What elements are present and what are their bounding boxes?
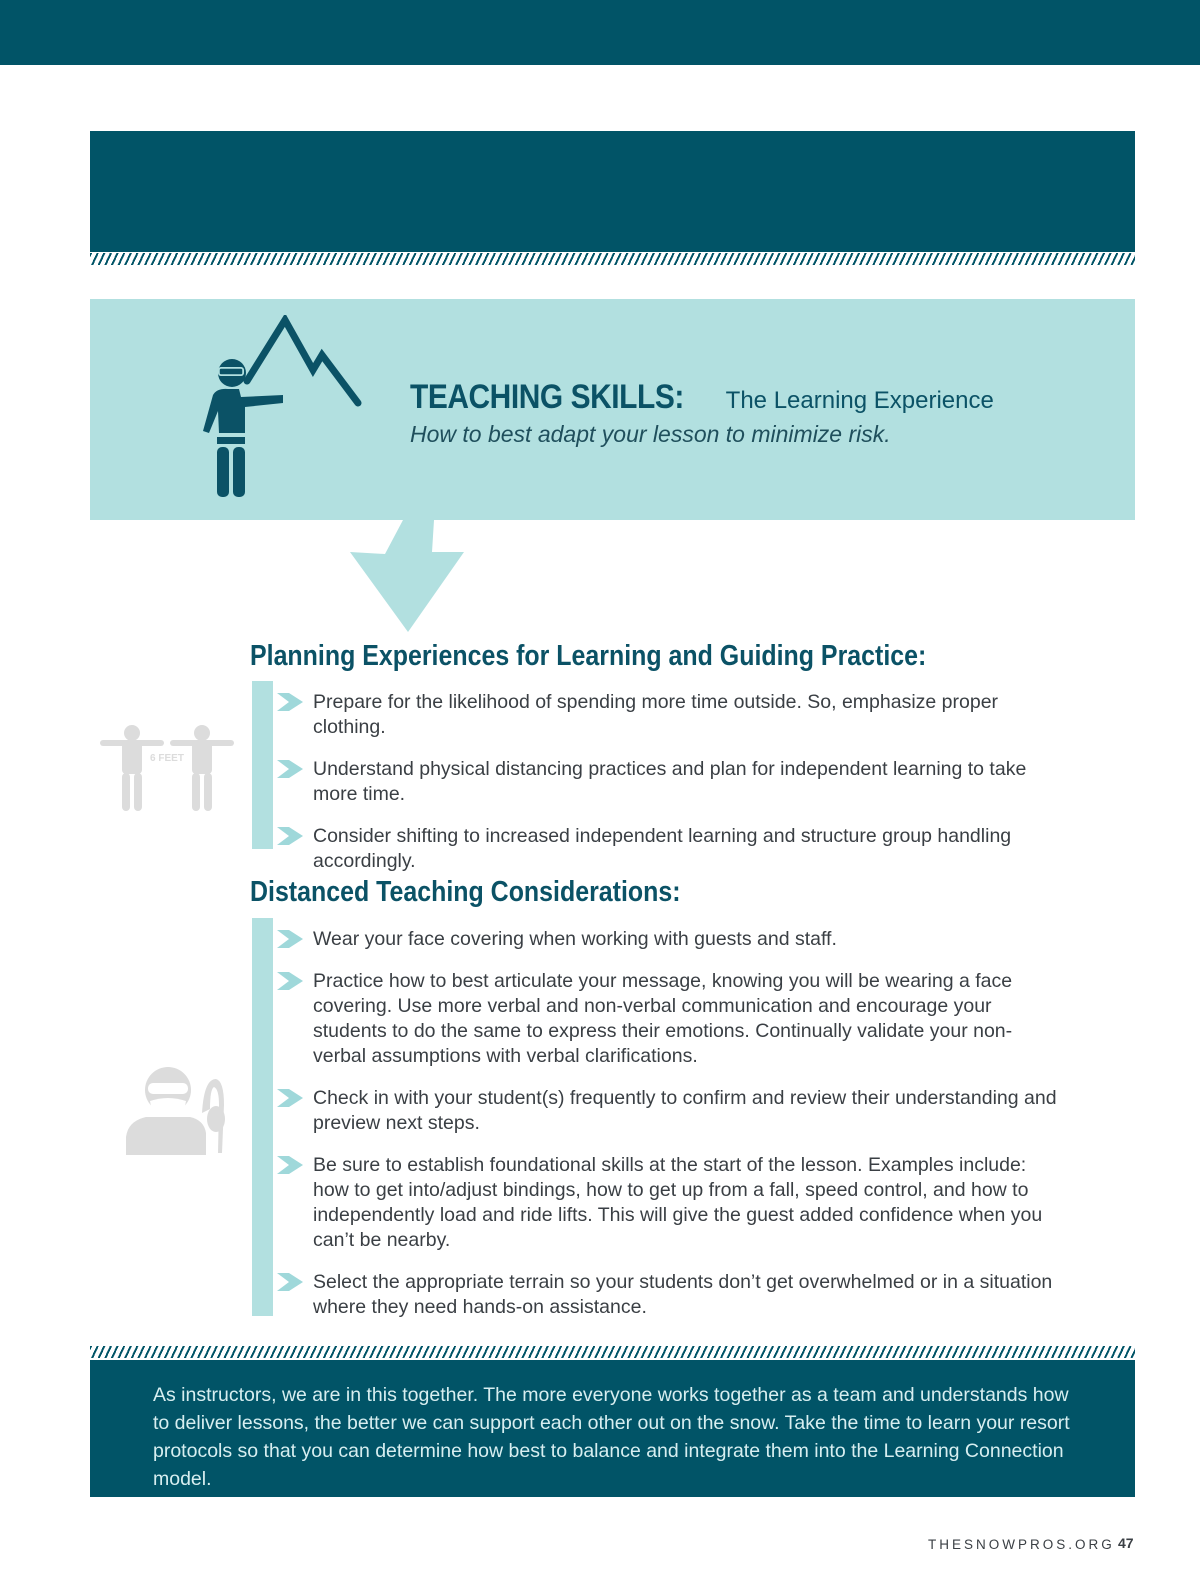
- list-item: [273, 927, 1063, 952]
- top-header-bar: [0, 0, 1200, 65]
- list-item-text: Be sure to establish foundational skills at the start of the lesson. Examples include: how to get into/adjust bindings, how to get up from a fall, speed control, and how to independently load and ride lifts. This will give the guest added confidence when you can’t be nearby.: [313, 1154, 1043, 1251]
- chevron-right-icon: [277, 1273, 303, 1291]
- chevron-right-icon: [277, 972, 303, 990]
- list-item-text: Practice how to best articulate your message, knowing you will be wearing a face covering. Use more verbal and non-verbal communication and encourage your students to do the same to express their emotions. Continually validate your non-verbal assumptions with verbal clarifications.: [313, 970, 1013, 1067]
- banner-text: [410, 378, 994, 448]
- chevron-right-icon: [277, 1156, 303, 1174]
- hatch-divider-bottom: [90, 1346, 1135, 1358]
- chevron-right-icon: [277, 760, 303, 778]
- list-item-text: Consider shifting to increased independent learning and structure group handling accordingly.: [313, 825, 1012, 872]
- page-number: 47: [1118, 1535, 1134, 1551]
- list-item-text: Wear your face covering when working with guests and staff.: [313, 928, 837, 950]
- list-item: [273, 690, 1063, 740]
- banner-subtitle-inline: The Learning Experience: [725, 387, 994, 414]
- list-item-text: Understand physical distancing practices and plan for independent learning to take more time.: [313, 758, 1027, 805]
- list-item: [273, 824, 1063, 874]
- banner-title: TEACHING SKILLS:: [410, 378, 684, 416]
- title-block: [90, 131, 1135, 252]
- section-heading-distanced: Distanced Teaching Considerations:: [250, 876, 681, 908]
- section-sidebar-bar: [252, 681, 273, 849]
- list-item-text: Prepare for the likelihood of spending more time outside. So, emphasize proper clothing.: [313, 691, 999, 738]
- footer-text: As instructors, we are in this together. The more everyone works together as a team and understands how to deliver lessons, the better we can support each other out on the snow. Take the time to learn your resort protocols so that you can determine how best to balance and integrate them into the Learning Connection model.: [153, 1384, 1070, 1490]
- distanced-list: [273, 927, 1063, 1337]
- list-item: [273, 969, 1063, 1069]
- chevron-right-icon: [277, 1089, 303, 1107]
- down-arrow-icon: [348, 520, 468, 635]
- banner-tagline: How to best adapt your lesson to minimize risk.: [410, 421, 891, 447]
- chevron-right-icon: [277, 827, 303, 845]
- list-item: [273, 757, 1063, 807]
- masked-skier-icon: [124, 1065, 228, 1155]
- hatch-divider-top: [90, 253, 1135, 265]
- section-heading-planning: Planning Experiences for Learning and Guiding Practice:: [250, 640, 927, 672]
- list-item: [273, 1270, 1063, 1320]
- planning-list: [273, 690, 1063, 891]
- list-item: [273, 1086, 1063, 1136]
- teacher-pointing-at-mountain-icon: [195, 315, 365, 505]
- chevron-right-icon: [277, 930, 303, 948]
- list-item-text: Select the appropriate terrain so your students don’t get overwhelmed or in a situation where they need hands-on assistance.: [313, 1271, 1053, 1318]
- site-url: THESNOWPROS.ORG: [928, 1537, 1115, 1552]
- list-item: [273, 1153, 1063, 1253]
- footer-callout: [90, 1360, 1135, 1497]
- section-sidebar-bar: [252, 918, 273, 1316]
- distance-label: 6 FEET: [150, 753, 184, 764]
- list-item-text: Check in with your student(s) frequently to confirm and review their understanding and preview next steps.: [313, 1087, 1057, 1134]
- physical-distancing-icon: [100, 725, 235, 813]
- chevron-right-icon: [277, 693, 303, 711]
